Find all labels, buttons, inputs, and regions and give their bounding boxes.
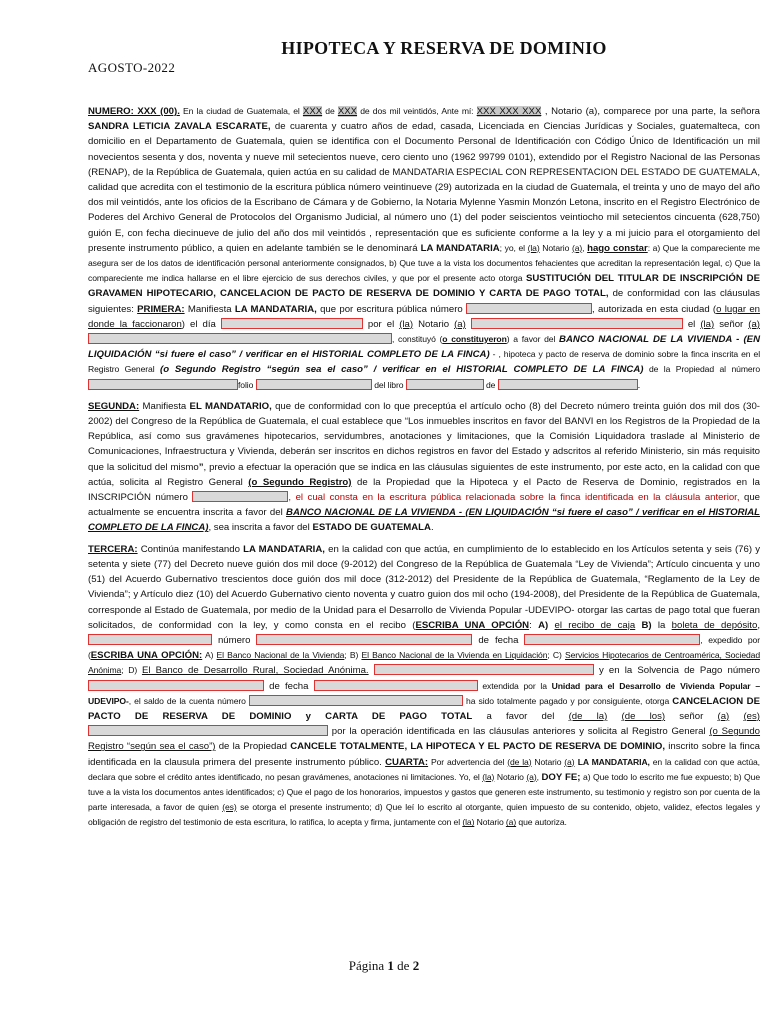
solvencia-number-field[interactable] [88,680,264,691]
inscripcion-number-field[interactable] [192,491,288,502]
libro-field[interactable] [406,379,484,390]
escritura-date-field[interactable] [221,318,363,329]
finca-number-field[interactable] [88,379,238,390]
document-title: HIPOTECA Y RESERVA DE DOMINIO [281,38,607,58]
clause-cuarta: CUARTA: [385,756,429,768]
document-body [88,104,760,837]
paragraph-intro: NUMERO: XXX (00). En la ciudad de Guatemala, el XXX de XXX de dos mil veintidós, Ante mí: XXX XXX XXX , Notario (a), comparece por una parte, la señora SANDRA LETICIA ZAVALA ESCARATE, de cuarenta y cuatro años de edad, casada, Licenciada en Ciencias Jurídicas y Sociales, guatemalteca, con domicilio en el Departamento de Guatemala, quien se identifica con el Documento Personal de Identificación con Código Único de Identificación un mil novecientos sesenta y dos, noventa y nueve mil setecientos nueve, cero ciento uno (1962 99799 0101), extendido por el Registro Nacional de las Personas (RENAP), de la República de Guatemala, quien actúa en su calidad de MANDATARIA ESPECIAL CON REPRESENTACION DEL ESTADO DE GUATEMALA, calidad que acredita con el testimonio de la escritura pública número veintinueve (29) autorizada en la ciudad de Guatemala, el treinta y uno de mayo del año dos mil veintidós, ante los oficios de la Escribano de Cámara y de Gobierno, la Notaria Mylenne Yasmin Monzón Letona, inscrito en el Registro Electrónico de Poderes del Archivo General de Protocolos del Organismo Judicial, al número uno (1) del poder seiscientos veintiocho mil setecientos cincuenta (628,750) guión E, con fecha diecinueve de julio del año dos mil veintidós , representación que es suficiente conforme a la ley y a mi juicio para el otorgamiento del presente instrumento público, a quien en adelante también se le denominará LA MANDATARIA; yo, el (la) Notario (a), hago constar: a) Que la compareciente me asegura ser de los datos de identificación personal anteriormente consignados, b) Que tuve a la vista los documentos fehacientes que acreditan la representación legal, c) Que la compareciente me indica hallarse en el libre ejercicio de sus derechos civiles, y que por el presente acto otorga SUSTITUCIÓN DEL TITULAR DE INSCRIPCIÓN DE GRAVAMEN HIPOTECARIO, CANCELACION DE PACTO DE RESERVA DE DOMINIO Y CARTA DE PAGO TOTAL, de conformidad con las cláusulas siguientes: PRIMERA: Manifiesta LA MANDATARIA, que por escritura pública número , autorizada en esta ciudad (o lugar en donde la faccionaron) el día por el (la) Notario (a) el (la) señor (a) , constituyó (o constituyeron) a favor del BANCO NACIONAL DE LA VIVIENDA - (EN LIQUIDACIÓN “si fuere el caso” / verificar en el HISTORIAL COMPLETO DE LA FINCA) - , hipoteca y pacto de reserva de dominio sobre la finca inscrita en el Registro General (o Segundo Registro “según sea el caso” / verificar en el HISTORIAL COMPLETO DE LA FINCA) de la Propiedad al número folio del libro de . [88,106,761,391]
compareciente-name: SANDRA LETICIA ZAVALA ESCARATE, [88,121,271,133]
document-date: AGOSTO-2022 [88,60,176,75]
placeholder-month: XXX [337,106,358,117]
banvi-name: BANCO NACIONAL DE LA VIVIENDA - (EN LIQUIDACIÓN “si fuere el caso” / verificar en el HISTORIAL COMPLETO DE LA FINCA) [88,334,760,361]
beneficiary-name-field[interactable] [88,725,328,736]
folio-field[interactable] [256,379,372,390]
owner-name-field[interactable] [88,333,392,344]
placeholder-day: XXX [302,106,323,117]
operation-title: SUSTITUCIÓN DEL TITULAR DE INSCRIPCIÓN DE GRAVAMEN HIPOTECARIO, CANCELACION DE PACTO DE RESERVA DE DOMINIO Y CARTA DE PAGO TOTAL, [88,273,761,300]
paragraph-segunda: SEGUNDA: Manifiesta EL MANDATARIO, que de conformidad con lo que preceptúa el artículo ocho (8) del Decreto número treinta guión dos mil dos (30-2002) del Congreso de la República de Guatemala, el cual establece que “Los inmuebles inscritos en favor del BANVI en los Registros de la Propiedad de la República, así como sus gravámenes hipotecarios, servidumbres, anotaciones y limitaciones, que la Comisión Liquidadora traslade al Ministerio de Comunicaciones, Infraestructura y Vivienda, deberán ser inscritos en dichos registros en favor del Estado y adscritos al referido Ministerio, sin más requisito que la solicitud del mismo”, previo a efectuar la operación que se indica en las cláusulas siguientes de este instrumento, por este acto, en la calidad con que actúa, solicita al Registro General (o Segundo Registro) de la Propiedad que la Hipoteca y el Pacto de Reserva de Dominio, registrados en la INSCRIPCIÓN número , el cual consta en la escritura pública relacionada sobre la finca identificada en la cláusula anterior, que actualmente se encuentra inscrita a favor del BANCO NACIONAL DE LA VIVIENDA - (EN LIQUIDACIÓN “si fuere el caso” / verificar en el HISTORIAL COMPLETO DE LA FINCA), sea inscrita a favor del ESTADO DE GUATEMALA. [88,400,760,534]
bank-option-field[interactable] [374,664,594,675]
libro-de-field[interactable] [498,379,638,390]
escritura-number-field[interactable] [466,303,592,314]
clause-tercera: TERCERA: [88,543,138,555]
numero-label: NUMERO: XXX (00). [88,106,180,117]
page-number: Página 1 de 2 [348,958,420,973]
receipt-type-field[interactable] [88,634,212,645]
clause-primera: PRIMERA: [137,303,185,315]
clause-segunda: SEGUNDA: [88,400,140,412]
red-note: , el cual consta en la escritura pública relacionada sobre la finca identificada en la cláusula anterior, [288,492,740,504]
account-number-field[interactable] [249,695,463,706]
solvencia-date-field[interactable] [314,680,478,691]
receipt-number-field[interactable] [256,634,472,645]
notary-name-field[interactable] [471,318,683,329]
placeholder-notary: XXX XXX XXX [476,106,542,117]
paragraph-tercera: TERCERA: Continúa manifestando LA MANDATARIA, en la calidad con que actúa, en cumplimiento de lo establecido en los Artículos setenta y seis (76) y setenta y siete (77) del Decreto nueve guión dos mil doce (9-2012) del Congreso de la República de Guatemala “Ley de Vivienda”; Artículo cincuenta y uno (51) del Acuerdo Gubernativo trescientos doce guión dos mil doce (312-2012) del Presidente de la República de Guatemala, “Reglamento de la Ley de Vivienda”; y Artículo diez (10) del Acuerdo Gubernativo ciento noventa y cuatro guion dos mil ocho (194-2008), del Presidente de la República de Guatemala, corresponde al Estado de Guatemala, por medio de la Unidad para el Desarrollo de Vivienda Popular -UDEVIPO- otorgar las cartas de pago total que fueran solicitados, de conformidad con la ley, y como consta en el recibo (ESCRIBA UNA OPCIÓN: A) el recibo de caja B) la boleta de depósito, número de fecha , expedido por (ESCRIBA UNA OPCIÓN: A) El Banco Nacional de la Vivienda; B) El Banco Nacional de la Vivienda en Liquidación; C) Servicios Hipotecarios de Centroamérica, Sociedad Anónima; D) El Banco de Desarrollo Rural, Sociedad Anónima. y en la Solvencia de Pago número de fecha extendida por la Unidad para el Desarrollo de Vivienda Popular –UDEVIPO-, el saldo de la cuenta número ha sido totalmente pagado y por consiguiente, otorga CANCELACION DE PACTO DE RESERVA DE DOMINIO y CARTA DE PAGO TOTAL a favor del (de la) (de los) señor (a) (es) por la operación identificada en las cláusulas anteriores y solicita al Registro General (o Segundo Registro “según sea el caso”) de la Propiedad CANCELE TOTALMENTE, LA HIPOTECA Y EL PACTO DE RESERVA DE DOMINIO, inscrito sobre la finca identificada en la clausula primera del presente instrumento público. CUARTA: Por advertencia del (de la) Notario (a) LA MANDATARIA, en la calidad con que actúa, declara que sobre el crédito antes identificado, no pesan gravámenes, anotaciones ni limitaciones. Yo, el (la) Notario (a), DOY FE; a) Que todo lo escrito me fue expuesto; b) Que tuve a la vista los documentos antes identificados; c) Que el pago de los honorarios, impuestos y gastos que generen este instrumento, su testimonio y registro son por cuenta de la parte interesada, a favor de quien (es) se otorga el presente instrumento; d) Que leí lo escrito al otorgante, quien impuesto de su contenido, objeto, validez, efectos legales y obligación de registro del testimonio de esta escritura, lo ratifica, lo acepta y firma, juntamente con el (la) Notario (a) que autoriza. [88,543,761,828]
receipt-date-field[interactable] [524,634,700,645]
